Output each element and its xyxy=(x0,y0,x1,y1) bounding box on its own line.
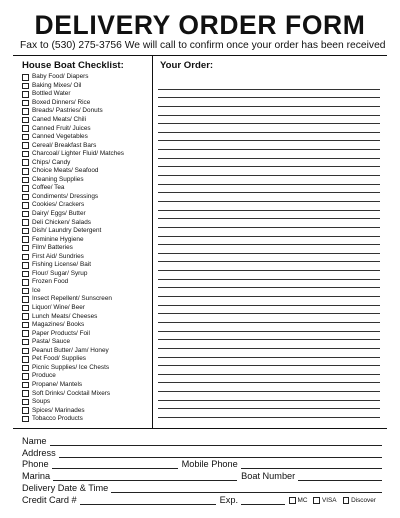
checklist-item[interactable] xyxy=(22,415,150,424)
checklist-item[interactable] xyxy=(22,116,150,125)
checklist-item-label: Cereal/ Breakfast Bars xyxy=(32,141,97,149)
checklist-item[interactable] xyxy=(22,193,150,202)
checkbox[interactable] xyxy=(22,313,29,320)
checklist-item[interactable] xyxy=(22,321,150,330)
checklist-item[interactable] xyxy=(22,372,150,381)
checklist-item[interactable] xyxy=(22,227,150,236)
checkbox[interactable] xyxy=(22,159,29,166)
order-line[interactable] xyxy=(158,81,380,90)
checklist-item[interactable] xyxy=(22,278,150,287)
checklist-item-label: Peanut Butter/ Jam/ Honey xyxy=(32,346,109,354)
checkbox[interactable] xyxy=(22,142,29,149)
order-line[interactable] xyxy=(158,124,380,133)
order-line[interactable] xyxy=(158,116,380,125)
checkbox[interactable] xyxy=(22,296,29,303)
checkbox[interactable] xyxy=(22,305,29,312)
order-line[interactable] xyxy=(158,392,380,401)
checklist-item[interactable] xyxy=(22,124,150,133)
order-line[interactable] xyxy=(158,193,380,202)
order-line[interactable] xyxy=(158,375,380,384)
checkbox[interactable] xyxy=(22,236,29,243)
checkbox[interactable] xyxy=(22,339,29,346)
checklist-item[interactable] xyxy=(22,201,150,210)
exp-field[interactable] xyxy=(241,496,285,505)
order-line[interactable] xyxy=(158,245,380,254)
checkbox[interactable] xyxy=(22,83,29,90)
delivery-date-time-field[interactable] xyxy=(111,484,382,493)
order-line[interactable] xyxy=(158,202,380,211)
checklist-item-label: First Aid/ Sundries xyxy=(32,252,84,260)
checklist-item-label: Tobacco Products xyxy=(32,415,83,423)
checklist-item[interactable] xyxy=(22,287,150,296)
checkbox[interactable] xyxy=(22,382,29,389)
checkbox[interactable] xyxy=(22,211,29,218)
checklist-item[interactable] xyxy=(22,338,150,347)
column-divider xyxy=(152,55,153,428)
checkbox[interactable] xyxy=(22,228,29,235)
checklist-item-label: Chips/ Candy xyxy=(32,158,71,166)
checkbox[interactable] xyxy=(22,330,29,337)
order-line[interactable] xyxy=(158,271,380,280)
credit-card-field[interactable] xyxy=(80,496,216,505)
order-line[interactable] xyxy=(158,280,380,289)
order-line[interactable] xyxy=(158,332,380,341)
checklist-item-label: Choice Meats/ Seafood xyxy=(32,167,99,175)
checkbox[interactable] xyxy=(22,91,29,98)
checklist-item-label: Flour/ Sugar/ Syrup xyxy=(32,269,88,277)
checklist-item-label: Condiments/ Dressings xyxy=(32,192,99,200)
order-line[interactable] xyxy=(158,150,380,159)
checklist-item[interactable] xyxy=(22,107,150,116)
delivery-row xyxy=(22,481,382,493)
checklist-item-label: Bottled Water xyxy=(32,90,71,98)
checklist-item[interactable] xyxy=(22,141,150,150)
visa-checkbox[interactable] xyxy=(313,497,320,504)
order-line[interactable] xyxy=(158,306,380,315)
checkbox[interactable] xyxy=(22,108,29,115)
mc-checkbox[interactable] xyxy=(289,497,296,504)
order-line[interactable] xyxy=(158,219,380,228)
order-line[interactable] xyxy=(158,133,380,142)
checklist-item-label: Dairy/ Eggs/ Butter xyxy=(32,210,86,218)
checklist-item[interactable] xyxy=(22,347,150,356)
checkbox[interactable] xyxy=(22,407,29,414)
order-line[interactable] xyxy=(158,141,380,150)
checklist-item-label: Charcoal/ Lighter Fluid/ Matches xyxy=(32,150,124,158)
top-divider xyxy=(13,55,387,56)
mc-label: MC xyxy=(297,496,308,504)
checklist-item[interactable] xyxy=(22,158,150,167)
discover-checkbox[interactable] xyxy=(343,497,350,504)
order-line[interactable] xyxy=(158,358,380,367)
customer-info-form xyxy=(22,434,382,505)
order-line[interactable] xyxy=(158,409,380,418)
checkbox[interactable] xyxy=(22,125,29,132)
order-line[interactable] xyxy=(158,323,380,332)
checklist-item-label: Picnic Supplies/ Ice Chests xyxy=(32,363,110,371)
credit-card-row xyxy=(22,493,382,505)
phone-row xyxy=(22,458,382,470)
checklist-item-label: Canned Fruit/ Juices xyxy=(32,124,91,132)
checklist-item-label: Breads/ Pastries/ Donuts xyxy=(32,107,103,115)
bottom-divider xyxy=(13,428,387,429)
checklist-item[interactable] xyxy=(22,82,150,91)
checklist-item-label: Baby Food/ Diapers xyxy=(32,73,89,81)
checklist-item-label: Magazines/ Books xyxy=(32,321,85,329)
phone-label: Phone xyxy=(22,459,49,470)
marina-field[interactable] xyxy=(53,472,237,481)
checklist-item[interactable] xyxy=(22,270,150,279)
order-line[interactable] xyxy=(158,366,380,375)
checkbox[interactable] xyxy=(22,322,29,329)
checklist-item-label: Paper Products/ Foil xyxy=(32,329,90,337)
phone-field[interactable] xyxy=(52,460,178,469)
boat-number-field[interactable] xyxy=(298,472,382,481)
order-line[interactable] xyxy=(158,90,380,99)
address-label: Address xyxy=(22,447,56,458)
checkbox[interactable] xyxy=(22,134,29,141)
order-line[interactable] xyxy=(158,237,380,246)
name-field[interactable] xyxy=(50,437,382,446)
checkbox[interactable] xyxy=(22,74,29,81)
checkbox[interactable] xyxy=(22,399,29,406)
checkbox[interactable] xyxy=(22,245,29,252)
checklist-item[interactable] xyxy=(22,389,150,398)
checklist-item-label: Lunch Meats/ Cheeses xyxy=(32,312,98,320)
checklist-item-label: Coffee/ Tea xyxy=(32,184,65,192)
checkbox[interactable] xyxy=(22,194,29,201)
order-line[interactable] xyxy=(158,349,380,358)
order-line[interactable] xyxy=(158,176,380,185)
credit-card-label: Credit Card # xyxy=(22,494,77,505)
order-line[interactable] xyxy=(158,107,380,116)
checklist-item-label: Cleaning Supplies xyxy=(32,175,84,183)
order-line[interactable] xyxy=(158,159,380,168)
checklist-item[interactable] xyxy=(22,252,150,261)
checkbox[interactable] xyxy=(22,416,29,423)
checklist-item[interactable] xyxy=(22,73,150,82)
checklist-item[interactable] xyxy=(22,304,150,313)
checklist-item-label: Soups xyxy=(32,398,51,406)
checklist-item[interactable] xyxy=(22,150,150,159)
marina-row xyxy=(22,469,382,481)
checklist-item[interactable] xyxy=(22,355,150,364)
order-line[interactable] xyxy=(158,340,380,349)
checklist-item-label: Propane/ Mantels xyxy=(32,380,83,388)
mobile-phone-label: Mobile Phone xyxy=(181,459,238,470)
mobile-phone-field[interactable] xyxy=(241,460,382,469)
delivery-date-time-label: Delivery Date & Time xyxy=(22,482,109,493)
checklist-item-label: Ice xyxy=(32,286,41,294)
checkbox[interactable] xyxy=(22,100,29,107)
checklist-item-label: Frozen Food xyxy=(32,278,69,286)
checklist-item[interactable] xyxy=(22,406,150,415)
checkbox[interactable] xyxy=(22,254,29,261)
checklist-item-label: Pet Food/ Supplies xyxy=(32,355,86,363)
name-label: Name xyxy=(22,435,47,446)
order-line[interactable] xyxy=(158,185,380,194)
checklist-item[interactable] xyxy=(22,218,150,227)
checklist-item[interactable] xyxy=(22,381,150,390)
checkbox[interactable] xyxy=(22,271,29,278)
order-line[interactable] xyxy=(158,383,380,392)
checkbox[interactable] xyxy=(22,219,29,226)
address-field[interactable] xyxy=(59,449,382,458)
checklist-item[interactable] xyxy=(22,295,150,304)
form-title: DELIVERY ORDER FORM xyxy=(34,10,366,40)
order-lines xyxy=(158,81,380,418)
checklist-item[interactable] xyxy=(22,184,150,193)
checklist-item-label: Fishing License/ Bait xyxy=(32,261,91,269)
checklist-heading: House Boat Checklist: xyxy=(22,60,124,71)
checkbox[interactable] xyxy=(22,373,29,380)
order-line[interactable] xyxy=(158,314,380,323)
checklist-item[interactable] xyxy=(22,329,150,338)
checkbox[interactable] xyxy=(22,151,29,158)
checklist-item-label: Insect Repellent/ Sunscreen xyxy=(32,295,112,303)
checklist-item[interactable] xyxy=(22,312,150,321)
order-line[interactable] xyxy=(158,254,380,263)
checkbox[interactable] xyxy=(22,262,29,269)
checklist-item[interactable] xyxy=(22,364,150,373)
checkbox[interactable] xyxy=(22,202,29,209)
order-line[interactable] xyxy=(158,297,380,306)
checkbox[interactable] xyxy=(22,168,29,175)
checklist-item[interactable] xyxy=(22,244,150,253)
order-heading: Your Order: xyxy=(160,60,214,71)
discover-label: Discover xyxy=(351,496,376,504)
checkbox[interactable] xyxy=(22,288,29,295)
checklist-item-label: Canned Vegetables xyxy=(32,133,88,141)
checkbox[interactable] xyxy=(22,390,29,397)
checkbox[interactable] xyxy=(22,177,29,184)
checklist-item-label: Spices/ Marinades xyxy=(32,406,85,414)
marina-label: Marina xyxy=(22,471,51,482)
order-line[interactable] xyxy=(158,228,380,237)
checklist-item[interactable] xyxy=(22,133,150,142)
checklist-item-label: Soft Drinks/ Cocktail Mixers xyxy=(32,389,111,397)
address-row xyxy=(22,446,382,458)
order-line[interactable] xyxy=(158,167,380,176)
checklist-item-label: Liquor/ Wine/ Beer xyxy=(32,304,85,312)
checklist-item[interactable] xyxy=(22,167,150,176)
checkbox[interactable] xyxy=(22,365,29,372)
checkbox[interactable] xyxy=(22,348,29,355)
checkbox[interactable] xyxy=(22,117,29,124)
checklist-item-label: Dish/ Laundry Detergent xyxy=(32,227,102,235)
checklist-item[interactable] xyxy=(22,176,150,185)
name-row xyxy=(22,434,382,446)
checklist xyxy=(22,73,150,423)
fax-instructions: Fax to (530) 275-3756 We will call to confirm once your order has been received xyxy=(20,40,386,51)
order-line[interactable] xyxy=(158,98,380,107)
checkbox[interactable] xyxy=(22,356,29,363)
order-line[interactable] xyxy=(158,262,380,271)
visa-label: VISA xyxy=(321,496,337,504)
checkbox[interactable] xyxy=(22,279,29,286)
order-line[interactable] xyxy=(158,401,380,410)
checklist-item-label: Pasta/ Sauce xyxy=(32,338,71,346)
checklist-item[interactable] xyxy=(22,261,150,270)
checklist-item-label: Deli Chicken/ Salads xyxy=(32,218,91,226)
exp-label: Exp. xyxy=(219,494,239,505)
checklist-item[interactable] xyxy=(22,90,150,99)
boat-number-label: Boat Number xyxy=(241,471,296,482)
checklist-item-label: Caned Meats/ Chili xyxy=(32,116,86,123)
checklist-item-label: Produce xyxy=(32,372,56,380)
checklist-item[interactable] xyxy=(22,210,150,219)
checklist-item-label: Cookies/ Crackers xyxy=(32,201,85,209)
checklist-item-label: Feminine Hygiene xyxy=(32,235,84,243)
checkbox[interactable] xyxy=(22,185,29,192)
checklist-item-label: Baking Mixes/ Oil xyxy=(32,81,82,89)
order-line[interactable] xyxy=(158,211,380,220)
checklist-item[interactable] xyxy=(22,235,150,244)
checklist-item[interactable] xyxy=(22,398,150,407)
checklist-item-label: Film/ Batteries xyxy=(32,244,73,252)
order-line[interactable] xyxy=(158,288,380,297)
checklist-item-label: Boxed Dinners/ Rice xyxy=(32,98,91,106)
checklist-item[interactable] xyxy=(22,99,150,108)
